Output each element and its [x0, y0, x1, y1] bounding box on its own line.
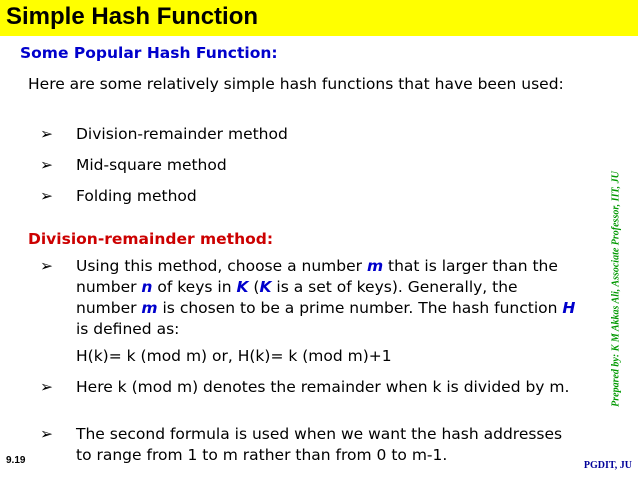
arrow-bullet-icon: ➢ [40, 125, 53, 143]
slide-number: 9.19 [6, 455, 26, 466]
text-run: of keys in [152, 278, 237, 296]
author-credit-vertical [604, 104, 628, 474]
text-run: ( [248, 278, 260, 296]
remainder-note [40, 377, 580, 398]
paragraph-body [76, 256, 580, 340]
text-run: Using this method, choose a number [76, 257, 367, 275]
text-run: is chosen to be a prime number. The hash function [157, 299, 563, 317]
method-label: Mid-square method [76, 156, 227, 174]
paragraph-body: The second formula is used when we want the hash addresses to range from 1 to m rather than from 0 to m-1. [76, 425, 563, 464]
arrow-bullet-icon: ➢ [40, 187, 53, 205]
keyword-H: H [562, 299, 576, 317]
text-run: is a set of keys). Generally, the number [76, 278, 518, 317]
slide-title: Simple Hash Function [6, 3, 259, 30]
text-run: is defined as: [76, 320, 180, 338]
method-label: Folding method [76, 187, 197, 205]
keyword-m: m [366, 257, 384, 275]
keyword-K: K [236, 278, 249, 296]
division-heading: Division-remainder method: [28, 230, 274, 248]
arrow-bullet-icon: ➢ [40, 425, 53, 443]
method-item-mid-square [40, 155, 227, 176]
text-run: that is larger than the number [76, 257, 558, 296]
title-bar [0, 0, 638, 36]
hash-formula: H(k)= k (mod m) or, H(k)= k (mod m)+1 [76, 347, 392, 365]
keyword-K: K [259, 278, 272, 296]
keyword-m: m [141, 299, 158, 317]
intro-text: Here are some relatively simple hash functions that have been used: [28, 75, 564, 93]
keyword-n: n [141, 278, 153, 296]
method-label: Division-remainder method [76, 125, 288, 143]
author-credit-text: Prepared by: K M Akkas Ali, Associate Professor, IIT, JU [610, 171, 622, 407]
footer-label: PGDIT, JU [583, 460, 632, 471]
subheading: Some Popular Hash Function: [20, 44, 278, 62]
arrow-bullet-icon: ➢ [40, 378, 53, 396]
method-item-division [40, 124, 288, 145]
method-item-folding [40, 186, 197, 207]
arrow-bullet-icon: ➢ [40, 156, 53, 174]
division-description [40, 256, 580, 340]
paragraph-body: Here k (mod m) denotes the remainder when k is divided by m. [76, 378, 570, 396]
second-formula-note [40, 424, 580, 466]
arrow-bullet-icon: ➢ [40, 257, 53, 275]
